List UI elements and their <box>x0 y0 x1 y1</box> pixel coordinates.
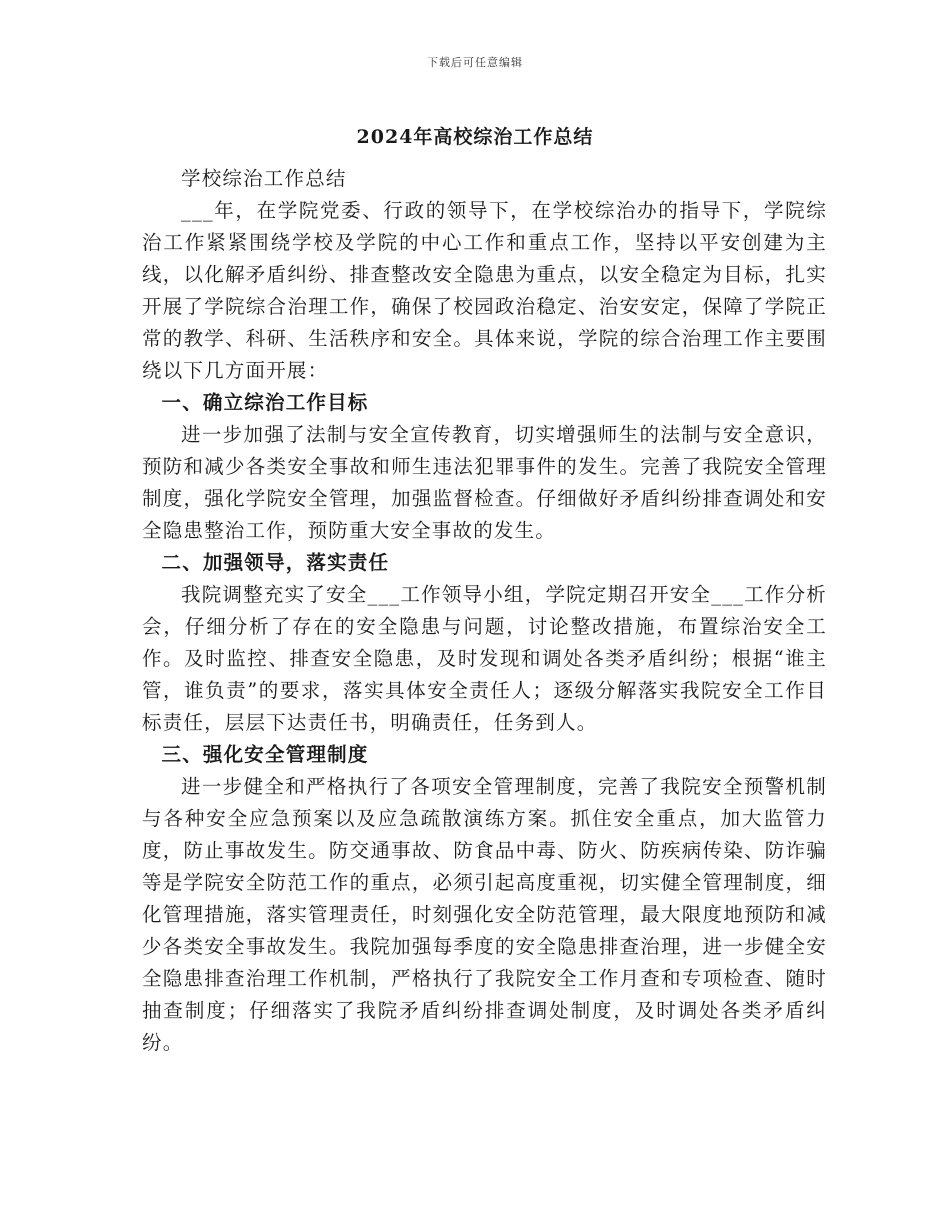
section-body-1: 进一步加强了法制与安全宣传教育，切实增强师生的法制与安全意识，预防和减少各类安全事故和师生违法犯罪事件的发生。完善了我院安全管理制度，强化学院安全管理，加强监督检查。仔细做好矛盾纠纷排查调处和安全隐患整治工作，预防重大安全事故的发生。 <box>142 423 827 542</box>
section-body-3: 进一步健全和严格执行了各项安全管理制度，完善了我院安全预警机制与各种安全应急预案以及应急疏散演练方案。抓住安全重点，加大监管力度，防止事故发生。防交通事故、防食品中毒、防火、防疾病传染、防诈骗等是学院安全防范工作的重点，必须引起高度重视，切实健全管理制度，细化管理措施，落实管理责任，时刻强化安全防范管理，最大限度地预防和减少各类安全事故发生。我院加强每季度的安全隐患排查治理，进一步健全安全隐患排查治理工作机制，严格执行了我院安全工作月查和专项检查、随时抽查制度；仔细落实了我院矛盾纠纷排查调处制度，及时调处各类矛盾纠纷。 <box>142 775 827 1054</box>
document-subtitle: 学校综治工作总结 <box>181 167 347 190</box>
header-note: 下载后可任意编辑 <box>427 56 523 69</box>
intro-paragraph: ___年，在学院党委、行政的领导下，在学校综治办的指导下，学院综治工作紧紧围绕学校及学院的中心工作和重点工作，坚持以平安创建为主线，以化解矛盾纠纷、排查整改安全隐患为重点，以安全稳定为目标，扎实开展了学院综合治理工作，确保了校园政治稳定、治安安定，保障了学院正常的教学、科研、生活秩序和安全。具体来说，学院的综合治理工作主要围绕以下几方面开展： <box>142 199 827 382</box>
section-heading-1: 一、确立综治工作目标 <box>161 391 369 414</box>
document-title: 2024年高校综治工作总结 <box>356 126 594 148</box>
section-body-2: 我院调整充实了安全___工作领导小组，学院定期召开安全___工作分析会，仔细分析了存在的安全隐患与问题，讨论整改措施，布置综治安全工作。及时监控、排查安全隐患，及时发现和调处各类矛盾纠纷；根据“谁主管，谁负责”的要求，落实具体安全责任人；逐级分解落实我院安全工作目标责任，层层下达责任书，明确责任，任务到人。 <box>142 583 827 734</box>
section-heading-2: 二、加强领导，落实责任 <box>161 551 390 574</box>
section-heading-3: 三、强化安全管理制度 <box>161 743 369 766</box>
document-body <box>142 163 827 1059</box>
